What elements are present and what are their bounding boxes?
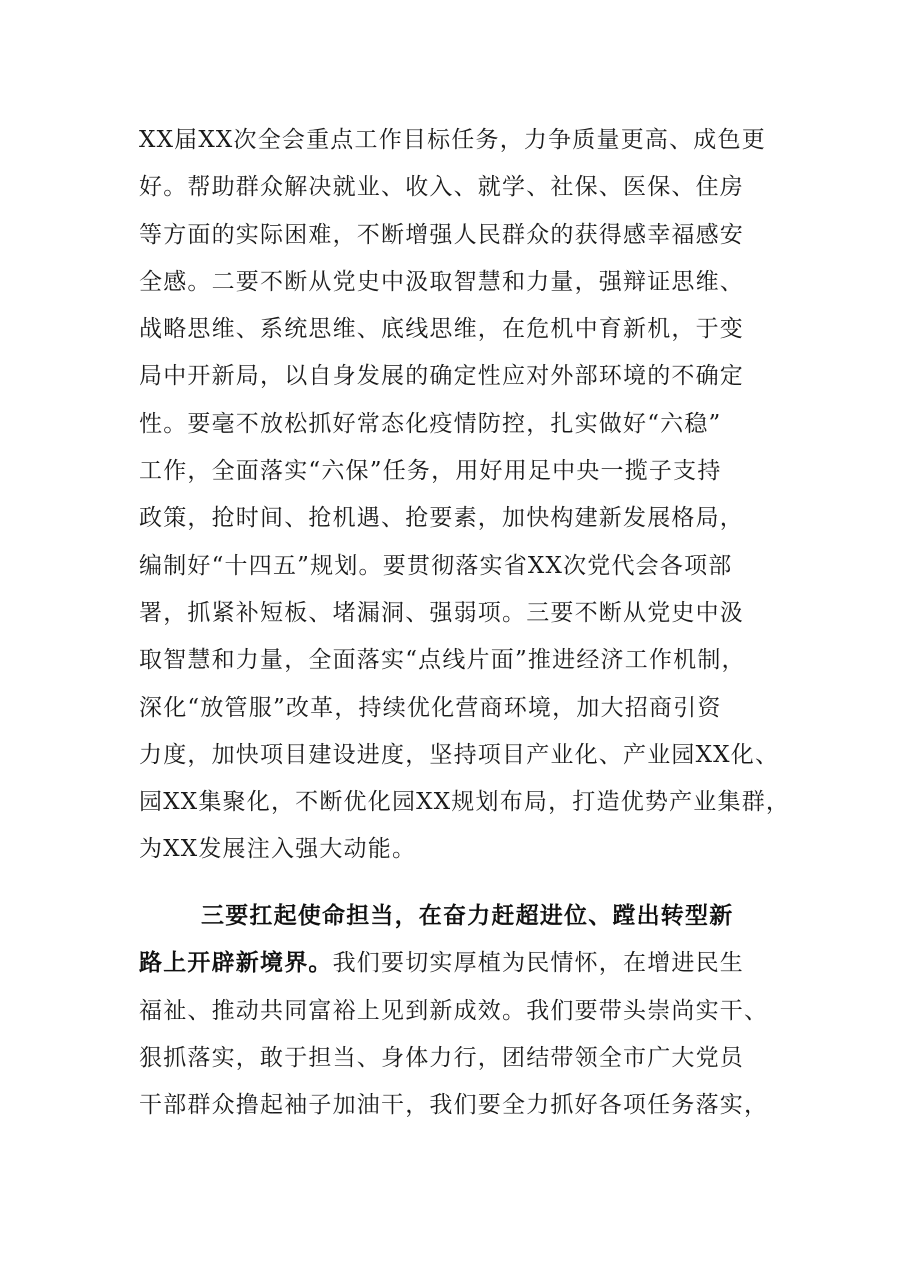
text-line: 局中开新局，以自身发展的确定性应对外部环境的不确定 bbox=[139, 363, 744, 390]
text-line: 编制好“十四五”规划。要贯彻落实省XX次党代会各项部 bbox=[139, 552, 733, 579]
text-line: 性。要毫不放松抓好常态化疫情防控，扎实做好“六稳” bbox=[139, 410, 722, 437]
section-paragraph bbox=[139, 893, 779, 1129]
body-paragraph bbox=[139, 117, 791, 874]
text-line: 力度，加快项目建设进度，坚持项目产业化、产业园XX化、 bbox=[139, 741, 780, 768]
text-line: 狠抓落实，敢于担当、身体力行，团结带领全市广大党员 bbox=[139, 1044, 744, 1071]
text-line: 全感。二要不断从党史中汲取智慧和力量，强辩证思维、 bbox=[139, 268, 744, 295]
text-line bbox=[139, 940, 779, 987]
text-line: 为XX发展注入强大动能。 bbox=[139, 836, 417, 863]
text-line: XX届XX次全会重点工作目标任务，力争质量更高、成色更 bbox=[139, 127, 766, 153]
section-heading-tail: 路上开辟新境界。 bbox=[139, 950, 333, 977]
text-line: 战略思维、系统思维、底线思维，在危机中育新机，于变 bbox=[139, 316, 744, 343]
text-line: 园XX集聚化，不断优化园XX规划布局，打造优势产业集群， bbox=[139, 789, 791, 816]
text-line: 取智慧和力量，全面落实“点线片面”推进经济工作机制， bbox=[139, 647, 746, 674]
text-line: 等方面的实际困难，不断增强人民群众的获得感幸福感安 bbox=[139, 221, 744, 248]
text-line: 工作，全面落实“六保”任务，用好用足中央一揽子支持 bbox=[139, 458, 722, 485]
section-heading-line: 三要扛起使命担当，在奋力赶超进位、蹚出转型新 bbox=[201, 903, 734, 929]
text-line: 福祉、推动共同富裕上见到新成效。我们要带头崇尚实干、 bbox=[139, 997, 769, 1024]
text-line: 政策，抢时间、抢机遇、抢要素，加快构建新发展格局， bbox=[139, 505, 744, 532]
text-line: 好。帮助群众解决就业、收入、就学、社保、医保、住房 bbox=[139, 174, 744, 201]
text-line: 深化“放管服”改革，持续优化营商环境，加大招商引资 bbox=[139, 694, 722, 721]
section-text: 我们要切实厚植为民情怀，在增进民生 bbox=[332, 950, 745, 977]
text-line: 干部群众撸起袖子加油干，我们要全力抓好各项任务落实， bbox=[139, 1092, 769, 1119]
text-line: 署，抓紧补短板、堵漏洞、强弱项。三要不断从党史中汲 bbox=[139, 599, 744, 626]
